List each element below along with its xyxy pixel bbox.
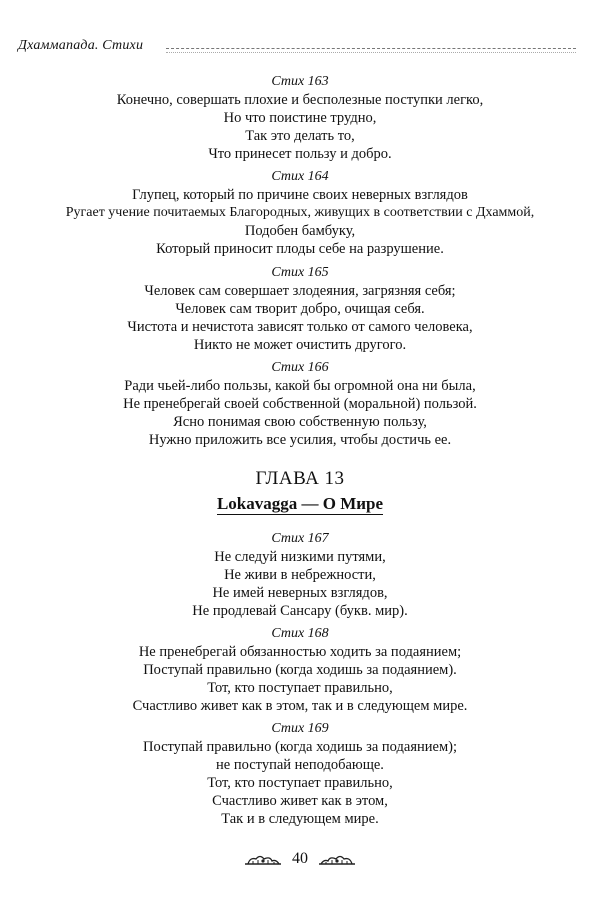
verse-166 — [0, 359, 600, 449]
verse-line: не поступай неподобающе. — [216, 757, 384, 773]
verse-line: Не имей неверных взглядов, — [212, 585, 388, 601]
verse-number: Стих 166 — [271, 360, 329, 375]
verse-line: Не следуй низкими путями, — [214, 549, 386, 565]
verse-line: Ругает учение почитаемых Благородных, живущих в соответствии с Дхаммой, — [65, 205, 535, 220]
verse-line: Не продлевай Сансару (букв. мир). — [192, 603, 408, 619]
verse-line: Не пренебрегай своей собственной (моральной) пользой. — [123, 396, 477, 412]
verse-167 — [0, 530, 600, 620]
right-ornament-icon — [318, 852, 356, 866]
verse-line: Который приносит плоды себе на разрушение. — [156, 241, 444, 257]
verse-line: Конечно, совершать плохие и бесполезные поступки легко, — [116, 92, 484, 108]
verse-line: Счастливо живет как в этом, так и в следующем мире. — [132, 698, 468, 714]
verse-line: Что принесет пользу и добро. — [208, 146, 392, 162]
page-footer — [0, 850, 600, 874]
verse-number: Стих 165 — [271, 265, 329, 280]
verse-line: Человек сам совершает злодеяния, загрязняя себя; — [144, 283, 456, 299]
header-rule-dotted — [166, 52, 576, 53]
verse-number: Стих 164 — [271, 169, 329, 184]
verse-line: Но что поистине трудно, — [223, 110, 377, 126]
verse-168 — [0, 625, 600, 715]
verse-line: Подобен бамбуку, — [244, 223, 356, 239]
verse-line: Так и в следующем мире. — [221, 811, 379, 827]
verse-line: Ради чьей-либо пользы, какой бы огромной она ни была, — [124, 378, 476, 394]
verse-number: Стих 167 — [271, 531, 329, 546]
verse-line: Не пренебрегай обязанностью ходить за подаянием; — [138, 644, 462, 660]
running-header — [18, 38, 576, 58]
verse-number: Стих 168 — [271, 626, 329, 641]
chapter-title: ГЛАВА 13 — [255, 468, 345, 489]
header-rule — [166, 48, 576, 49]
verse-line: Счастливо живет как в этом, — [212, 793, 388, 809]
verse-line: Глупец, который по причине своих неверных взглядов — [132, 187, 468, 203]
verse-line: Ясно понимая свою собственную пользу, — [173, 414, 427, 430]
verse-line: Чистота и нечистота зависят только от самого человека, — [127, 319, 473, 335]
verse-line: Так это делать то, — [245, 128, 355, 144]
verse-164 — [0, 168, 600, 258]
verse-number: Стих 163 — [271, 74, 329, 89]
verse-line: Человек сам творит добро, очищая себя. — [175, 301, 425, 317]
verse-line: Тот, кто поступает правильно, — [207, 680, 393, 696]
verse-165 — [0, 264, 600, 354]
verse-number: Стих 169 — [271, 721, 329, 736]
left-ornament-icon — [244, 852, 282, 866]
verse-169 — [0, 720, 600, 828]
chapter-subtitle — [0, 494, 600, 514]
header-title: Дхаммапада. Стихи — [18, 38, 144, 53]
page-number: 40 — [292, 850, 308, 868]
verse-line: Никто не может очистить другого. — [193, 337, 407, 353]
verse-line: Нужно приложить все усилия, чтобы достичь ее. — [148, 432, 452, 448]
verse-163 — [0, 73, 600, 163]
verse-line: Поступай правильно (когда ходишь за подаянием). — [143, 662, 457, 678]
verse-line: Не живи в небрежности, — [224, 567, 376, 583]
verse-line: Тот, кто поступает правильно, — [207, 775, 393, 791]
chapter-subtitle-text: Lokavagga — О Мире — [216, 494, 384, 513]
verse-line: Поступай правильно (когда ходишь за подаянием); — [142, 739, 457, 755]
